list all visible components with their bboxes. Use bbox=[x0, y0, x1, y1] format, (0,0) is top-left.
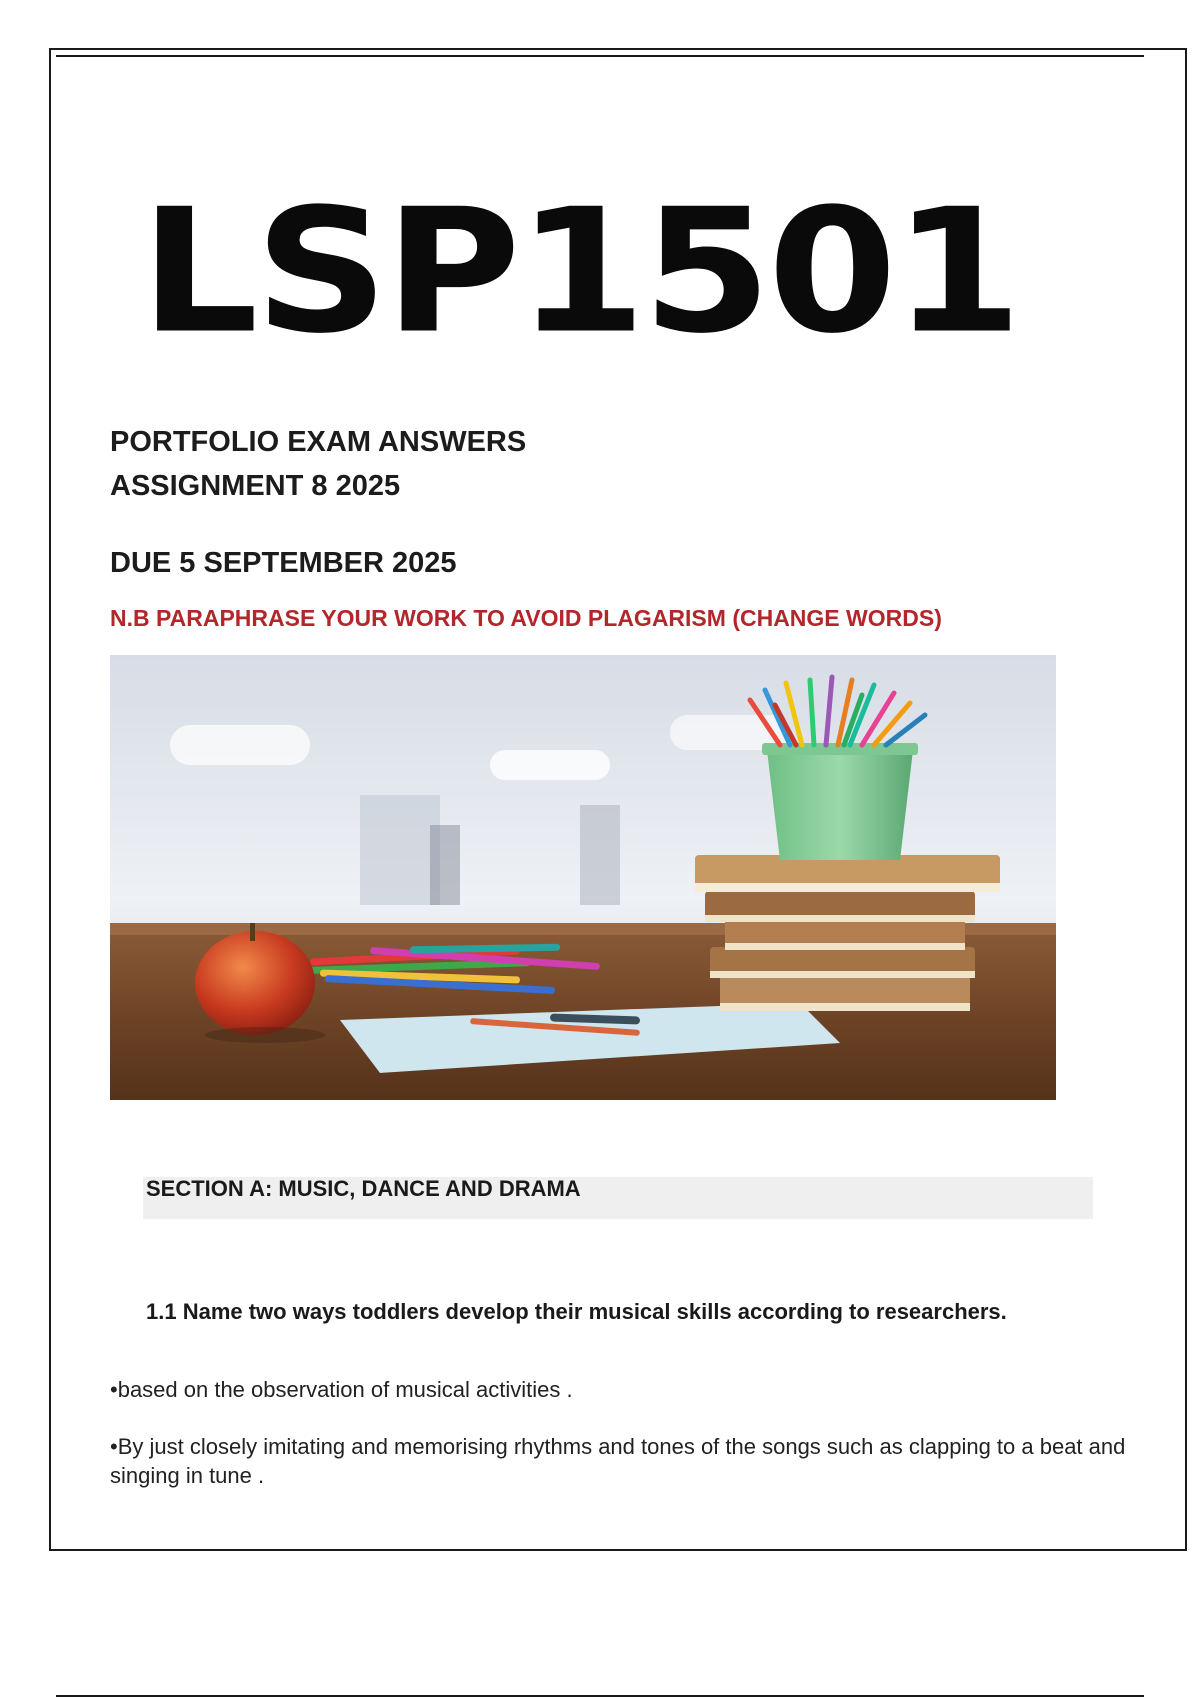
section-heading: SECTION A: MUSIC, DANCE AND DRAMA bbox=[146, 1176, 581, 1201]
portfolio-heading: PORTFOLIO EXAM ANSWERS bbox=[110, 426, 527, 458]
plagiarism-notice: N.B PARAPHRASE YOUR WORK TO AVOID PLAGARISM (CHANGE WORDS) bbox=[110, 605, 942, 631]
answer-item: •based on the observation of musical activities . bbox=[110, 1377, 573, 1402]
course-code-title: LSP1501 bbox=[140, 171, 1019, 371]
due-date: DUE 5 SEPTEMBER 2025 bbox=[110, 547, 457, 579]
bottom-rule bbox=[56, 1695, 1144, 1697]
answer-item: •By just closely imitating and memorising rhythms and tones of the songs such as clapping to a beat and singing in tune . bbox=[110, 1434, 1126, 1488]
classroom-desk-image bbox=[110, 655, 1056, 1100]
question-1-1: 1.1 Name two ways toddlers develop their musical skills according to researchers. bbox=[146, 1299, 1007, 1324]
assignment-heading: ASSIGNMENT 8 2025 bbox=[110, 470, 401, 502]
top-rule bbox=[56, 55, 1144, 57]
